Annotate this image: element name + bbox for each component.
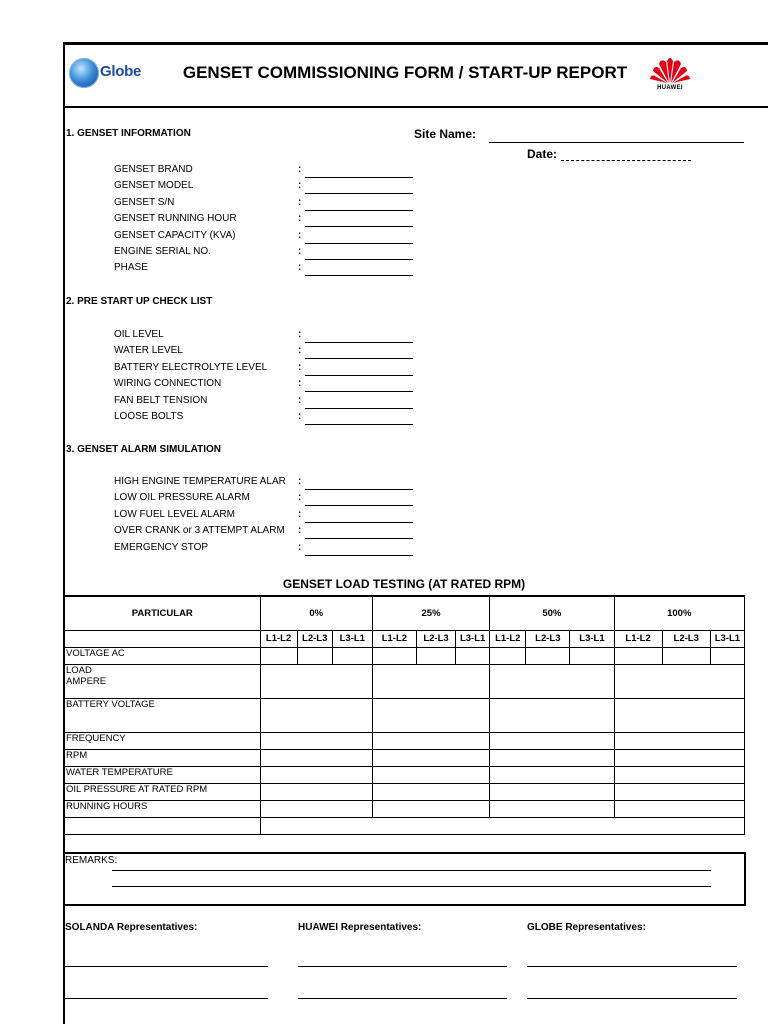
- colon-separator: :: [298, 541, 302, 553]
- colon-separator: :: [298, 329, 302, 340]
- genset-information-item-label: PHASE: [114, 262, 148, 274]
- section-alarm-simulation-title: 3. GENSET ALARM SIMULATION: [66, 444, 221, 455]
- load-testing-table: [64, 595, 745, 835]
- alarm-simulation-item-label: LOW OIL PRESSURE ALARM: [114, 492, 250, 504]
- genset-information-item-label: GENSET S/N: [114, 196, 175, 208]
- alarm-simulation-item-field[interactable]: [305, 505, 413, 506]
- genset-information-item-label: GENSET BRAND: [114, 164, 193, 175]
- reading-cell[interactable]: [614, 647, 662, 664]
- colon-separator: :: [298, 229, 302, 241]
- colon-separator: :: [298, 361, 302, 373]
- phase-header: L2-L3: [662, 630, 710, 647]
- globe-icon: [69, 58, 99, 88]
- alarm-simulation-item-label: HIGH ENGINE TEMPERATURE ALAR: [114, 476, 286, 487]
- alarm-simulation-item-field[interactable]: [305, 538, 413, 539]
- huawei-representatives-label: HUAWEI Representatives:: [298, 922, 422, 933]
- reading-cell[interactable]: [260, 664, 372, 698]
- pre-start-checklist-item-label: OIL LEVEL: [114, 329, 164, 340]
- reading-cell[interactable]: [372, 749, 489, 766]
- reading-cell[interactable]: [614, 766, 744, 783]
- date-label: Date:: [527, 147, 558, 161]
- reading-cell[interactable]: [260, 698, 372, 732]
- reading-cell[interactable]: [260, 647, 297, 664]
- reading-cell[interactable]: [490, 749, 614, 766]
- pre-start-checklist-item-label: WATER LEVEL: [114, 345, 183, 357]
- load-testing-title: GENSET LOAD TESTING (AT RATED RPM): [282, 577, 526, 591]
- reading-cell[interactable]: [490, 766, 614, 783]
- reading-cell[interactable]: [372, 766, 489, 783]
- colon-separator: :: [298, 180, 302, 192]
- reading-cell[interactable]: [372, 698, 489, 732]
- reading-cell[interactable]: [260, 783, 372, 800]
- colon-separator: :: [298, 492, 302, 504]
- huawei-signature-line-2[interactable]: [298, 998, 507, 999]
- colon-separator: :: [298, 196, 302, 208]
- genset-information-item-field[interactable]: [305, 275, 413, 276]
- reading-cell[interactable]: [490, 664, 614, 698]
- form-title: GENSET COMMISSIONING FORM / START-UP REPORT: [182, 63, 628, 82]
- blank-cell: [65, 817, 261, 834]
- load-header: 0%: [260, 596, 372, 630]
- reading-cell[interactable]: [372, 732, 489, 749]
- colon-separator: :: [298, 394, 302, 406]
- reading-cell[interactable]: [260, 749, 372, 766]
- reading-cell[interactable]: [372, 800, 489, 817]
- alarm-simulation-item-label: LOW FUEL LEVEL ALARM: [114, 508, 235, 520]
- blank-cell: [260, 817, 744, 834]
- globe-signature-line-1[interactable]: [527, 966, 737, 967]
- genset-information-item-label: GENSET RUNNING HOUR: [114, 213, 237, 225]
- particular-header: PARTICULAR: [65, 596, 261, 630]
- solanda-signature-line-2[interactable]: [65, 998, 268, 999]
- site-name-field[interactable]: [489, 142, 744, 143]
- phase-header: L3-L1: [570, 630, 614, 647]
- globe-signature-line-2[interactable]: [527, 998, 737, 999]
- parameter-row-label: RPM: [65, 749, 261, 766]
- phase-header: L3-L1: [332, 630, 372, 647]
- reading-cell[interactable]: [570, 647, 614, 664]
- alarm-simulation-item-label: EMERGENCY STOP: [114, 541, 209, 553]
- remarks-label: REMARKS:: [65, 855, 118, 866]
- section-pre-start-checklist-title: 2. PRE START UP CHECK LIST: [66, 296, 213, 307]
- pre-start-checklist-item-field[interactable]: [305, 375, 413, 376]
- parameter-row-label: OIL PRESSURE AT RATED RPM: [65, 783, 261, 800]
- phase-header: L2-L3: [297, 630, 332, 647]
- remarks-box: [64, 852, 746, 906]
- genset-information-item-field[interactable]: [305, 210, 413, 211]
- genset-information-item-field[interactable]: [305, 177, 413, 178]
- colon-separator: :: [298, 262, 302, 274]
- colon-separator: :: [298, 476, 302, 487]
- globe-representatives-label: GLOBE Representatives:: [527, 922, 646, 933]
- parameter-row-label: VOLTAGE AC: [65, 647, 261, 664]
- phase-header: L1-L2: [614, 630, 662, 647]
- parameter-row-label: FREQUENCY: [65, 732, 261, 749]
- genset-information-item-label: GENSET MODEL: [114, 180, 194, 192]
- colon-separator: :: [298, 525, 302, 537]
- colon-separator: :: [298, 411, 302, 422]
- load-header: 100%: [614, 596, 744, 630]
- parameter-row-label: BATTERY VOLTAGE: [65, 698, 261, 732]
- pre-start-checklist-item-field[interactable]: [305, 358, 413, 359]
- colon-separator: :: [298, 345, 302, 357]
- genset-information-item-field[interactable]: [305, 259, 413, 260]
- reading-cell[interactable]: [297, 647, 332, 664]
- alarm-simulation-item-field[interactable]: [305, 489, 413, 490]
- genset-information-item-field[interactable]: [305, 226, 413, 227]
- blank-cell: [65, 630, 261, 647]
- solanda-representatives-label: SOLANDA Representatives:: [65, 922, 198, 933]
- load-header: 50%: [490, 596, 614, 630]
- reading-cell[interactable]: [260, 766, 372, 783]
- reading-cell[interactable]: [416, 647, 455, 664]
- reading-cell[interactable]: [490, 783, 614, 800]
- phase-header: L3-L1: [710, 630, 744, 647]
- phase-header: L1-L2: [260, 630, 297, 647]
- reading-cell[interactable]: [490, 732, 614, 749]
- phase-header: L3-L1: [456, 630, 490, 647]
- reading-cell[interactable]: [614, 800, 744, 817]
- colon-separator: :: [298, 246, 302, 257]
- load-header: 25%: [372, 596, 489, 630]
- date-field[interactable]: [561, 160, 691, 161]
- genset-information-item-label: ENGINE SERIAL NO.: [114, 246, 211, 257]
- reading-cell[interactable]: [710, 647, 744, 664]
- remarks-line-2[interactable]: [112, 886, 711, 887]
- reading-cell[interactable]: [372, 664, 489, 698]
- reading-cell[interactable]: [456, 647, 490, 664]
- pre-start-checklist-item-field[interactable]: [305, 424, 413, 425]
- pre-start-checklist-item-field[interactable]: [305, 391, 413, 392]
- parameter-row-label: LOAD AMPERE: [65, 664, 261, 698]
- phase-header: L1-L2: [490, 630, 526, 647]
- reading-cell[interactable]: [526, 647, 570, 664]
- reading-cell[interactable]: [490, 698, 614, 732]
- pre-start-checklist-item-field[interactable]: [305, 408, 413, 409]
- huawei-flower-icon: [646, 53, 694, 85]
- pre-start-checklist-item-label: FAN BELT TENSION: [114, 394, 208, 406]
- form-top-border: [64, 42, 768, 45]
- reading-cell[interactable]: [614, 783, 744, 800]
- reading-cell[interactable]: [490, 800, 614, 817]
- reading-cell[interactable]: [490, 647, 526, 664]
- reading-cell[interactable]: [614, 749, 744, 766]
- parameter-row-label: RUNNING HOURS: [65, 800, 261, 817]
- huawei-logo: [646, 53, 694, 97]
- reading-cell[interactable]: [662, 647, 710, 664]
- genset-information-item-field[interactable]: [305, 193, 413, 194]
- reading-cell[interactable]: [372, 783, 489, 800]
- colon-separator: :: [298, 378, 302, 390]
- genset-information-item-label: GENSET CAPACITY (KVA): [114, 229, 236, 241]
- phase-header: L1-L2: [372, 630, 416, 647]
- pre-start-checklist-item-field[interactable]: [305, 342, 413, 343]
- reading-cell[interactable]: [332, 647, 372, 664]
- reading-cell[interactable]: [260, 800, 372, 817]
- reading-cell[interactable]: [614, 698, 744, 732]
- reading-cell[interactable]: [614, 664, 744, 698]
- header-divider: [64, 106, 768, 108]
- reading-cell[interactable]: [260, 732, 372, 749]
- solanda-signature-line-1[interactable]: [65, 966, 268, 967]
- alarm-simulation-item-field[interactable]: [305, 555, 413, 556]
- colon-separator: :: [298, 508, 302, 520]
- reading-cell[interactable]: [614, 732, 744, 749]
- colon-separator: :: [298, 213, 302, 225]
- remarks-line-1[interactable]: [112, 870, 711, 871]
- parameter-row-label: WATER TEMPERATURE: [65, 766, 261, 783]
- alarm-simulation-item-field[interactable]: [305, 522, 413, 523]
- alarm-simulation-item-label: OVER CRANK or 3 ATTEMPT ALARM: [114, 525, 285, 537]
- pre-start-checklist-item-label: WIRING CONNECTION: [114, 378, 222, 390]
- globe-logo: [69, 58, 141, 92]
- pre-start-checklist-item-label: LOOSE BOLTS: [114, 411, 184, 422]
- colon-separator: :: [298, 164, 302, 175]
- reading-cell[interactable]: [372, 647, 416, 664]
- section-genset-information-title: 1. GENSET INFORMATION: [66, 128, 191, 139]
- genset-information-item-field[interactable]: [305, 243, 413, 244]
- phase-header: L2-L3: [416, 630, 455, 647]
- huawei-signature-line-1[interactable]: [298, 966, 507, 967]
- site-name-label: Site Name:: [414, 127, 477, 141]
- phase-header: L2-L3: [526, 630, 570, 647]
- globe-brand-text: Globe: [100, 63, 142, 80]
- huawei-brand-text: HUAWEI: [657, 85, 683, 91]
- pre-start-checklist-item-label: BATTERY ELECTROLYTE LEVEL: [114, 361, 268, 373]
